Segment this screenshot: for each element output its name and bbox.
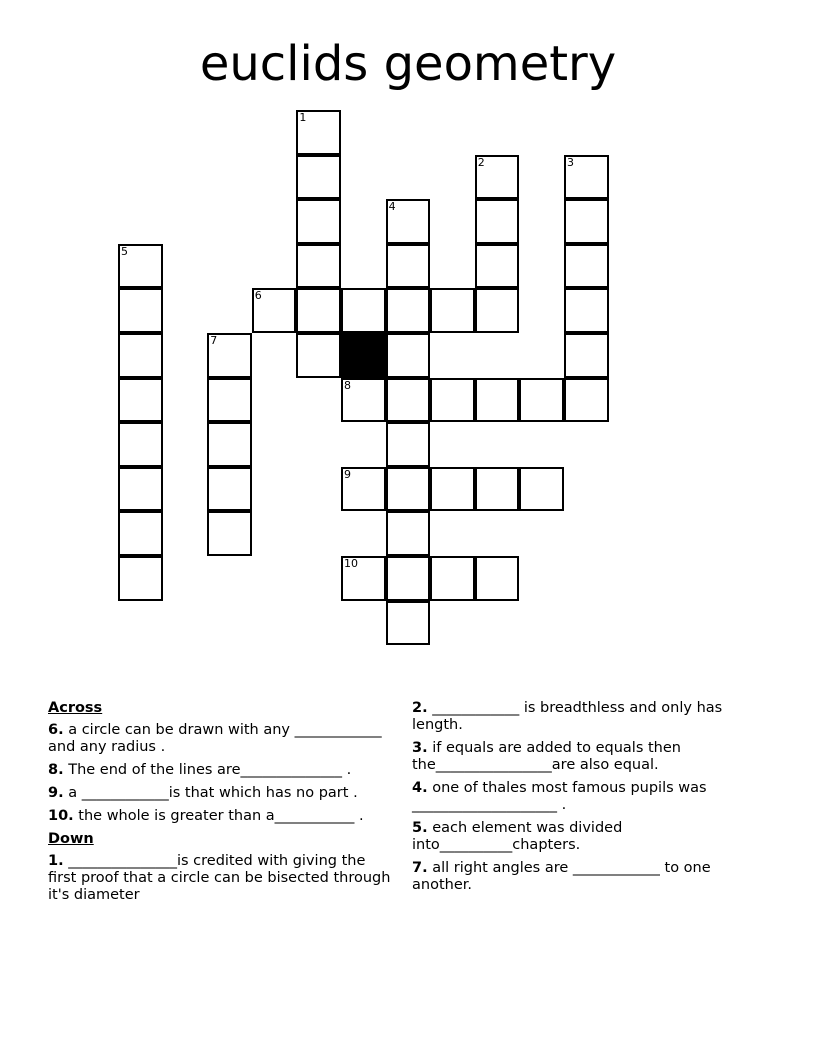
- cell-number: 8: [344, 378, 351, 392]
- grid-cell[interactable]: [118, 422, 163, 467]
- grid-cell[interactable]: [296, 244, 341, 289]
- grid-cell[interactable]: [296, 110, 341, 155]
- grid-cell[interactable]: [564, 244, 609, 289]
- clue-number: 5.: [412, 820, 428, 836]
- grid-cell[interactable]: [475, 378, 520, 423]
- grid-cell[interactable]: [341, 556, 386, 601]
- cell-number: 7: [210, 334, 218, 347]
- grid-cell[interactable]: [207, 422, 252, 467]
- grid-cell[interactable]: [341, 378, 386, 423]
- cell-number: 3: [567, 155, 574, 169]
- clue-text: a ____________is that which has no part .: [63, 785, 358, 801]
- cell-number: 4: [388, 200, 396, 214]
- clue-item: [412, 780, 762, 814]
- grid-cell[interactable]: [386, 511, 431, 556]
- grid-cell[interactable]: [252, 288, 297, 333]
- grid-cell[interactable]: [430, 288, 475, 333]
- clue-item: [48, 853, 393, 904]
- clue-text: The end of the lines are______________ .: [63, 762, 352, 778]
- clue-text: _______________is credited with giving the first proof that a circle can be bisected through it's diameter: [48, 853, 391, 903]
- grid-cell[interactable]: [296, 333, 341, 378]
- down-heading: Down: [48, 831, 94, 847]
- clue-text: the whole is greater than a___________ .: [73, 808, 364, 824]
- clue-item: [412, 740, 762, 774]
- grid-cell[interactable]: [207, 378, 252, 423]
- clue-number: 8.: [48, 762, 64, 778]
- clue-number: 6.: [48, 722, 64, 738]
- grid-cell[interactable]: [118, 467, 163, 512]
- page-title: euclids geometry: [199, 36, 617, 92]
- cell-number: 10: [344, 557, 358, 570]
- grid-cell[interactable]: [564, 333, 609, 378]
- grid-cell[interactable]: [341, 288, 386, 333]
- grid-cell[interactable]: [430, 378, 475, 423]
- grid-cell[interactable]: [118, 244, 163, 289]
- clue-item: [48, 722, 393, 756]
- clue-number: 4.: [412, 780, 428, 796]
- grid-cell[interactable]: [207, 333, 252, 378]
- clue-item: [412, 860, 762, 894]
- grid-cell[interactable]: [386, 422, 431, 467]
- grid-cell[interactable]: [519, 467, 564, 512]
- clue-text: all right angles are ____________ to one another.: [412, 860, 711, 893]
- grid-cell[interactable]: [475, 467, 520, 512]
- clue-item: [412, 820, 762, 854]
- grid-cell[interactable]: [564, 288, 609, 333]
- clue-number: 7.: [412, 860, 428, 876]
- grid-cell[interactable]: [386, 601, 431, 646]
- black-cell: [341, 333, 386, 378]
- grid-cell[interactable]: [475, 556, 520, 601]
- grid-cell[interactable]: [296, 155, 341, 200]
- cell-number: 9: [344, 467, 351, 481]
- grid-cell[interactable]: [118, 378, 163, 423]
- clue-item: [48, 785, 393, 802]
- cell-number: 6: [254, 289, 262, 303]
- grid-cell[interactable]: [386, 467, 431, 512]
- grid-cell[interactable]: [475, 199, 520, 244]
- grid-cell[interactable]: [207, 467, 252, 512]
- grid-cell[interactable]: [564, 378, 609, 423]
- clue-number: 9.: [48, 785, 64, 801]
- clue-number: 2.: [412, 700, 428, 716]
- grid-cell[interactable]: [341, 467, 386, 512]
- grid-cell[interactable]: [118, 556, 163, 601]
- clue-text: ____________ is breadthless and only has length.: [412, 700, 723, 733]
- clue-text: a circle can be drawn with any ____________ and any radius .: [48, 722, 382, 755]
- grid-cell[interactable]: [386, 199, 431, 244]
- clue-item: [412, 700, 762, 734]
- cell-number: 5: [121, 244, 128, 258]
- grid-cell[interactable]: [296, 199, 341, 244]
- grid-cell[interactable]: [475, 155, 520, 200]
- clue-text: each element was divided into__________chapters.: [412, 820, 623, 853]
- grid-cell[interactable]: [118, 511, 163, 556]
- clue-item: [48, 808, 393, 825]
- grid-cell[interactable]: [430, 467, 475, 512]
- across-heading: Across: [48, 700, 103, 716]
- clue-text: if equals are added to equals then the________________are also equal.: [412, 740, 681, 773]
- grid-cell[interactable]: [386, 333, 431, 378]
- clue-number: 3.: [412, 740, 428, 756]
- clue-text: one of thales most famous pupils was ____________________ .: [412, 780, 707, 813]
- grid-cell[interactable]: [296, 288, 341, 333]
- grid-cell[interactable]: [430, 556, 475, 601]
- grid-cell[interactable]: [519, 378, 564, 423]
- grid-cell[interactable]: [386, 556, 431, 601]
- cell-number: 2: [477, 155, 485, 169]
- clues-right-column: [412, 700, 762, 900]
- grid-cell[interactable]: [118, 333, 163, 378]
- grid-cell[interactable]: [564, 155, 609, 200]
- grid-cell[interactable]: [475, 288, 520, 333]
- grid-cell[interactable]: [118, 288, 163, 333]
- grid-cell[interactable]: [386, 244, 431, 289]
- grid-cell[interactable]: [386, 378, 431, 423]
- grid-cell[interactable]: [564, 199, 609, 244]
- clue-number: 10.: [48, 808, 74, 824]
- grid-cell[interactable]: [386, 288, 431, 333]
- cell-number: 1: [299, 111, 307, 124]
- grid-cell[interactable]: [207, 511, 252, 556]
- grid-cell[interactable]: [475, 244, 520, 289]
- clues-left-column: [48, 700, 393, 910]
- clue-number: 1.: [48, 853, 64, 869]
- clue-item: [48, 762, 393, 779]
